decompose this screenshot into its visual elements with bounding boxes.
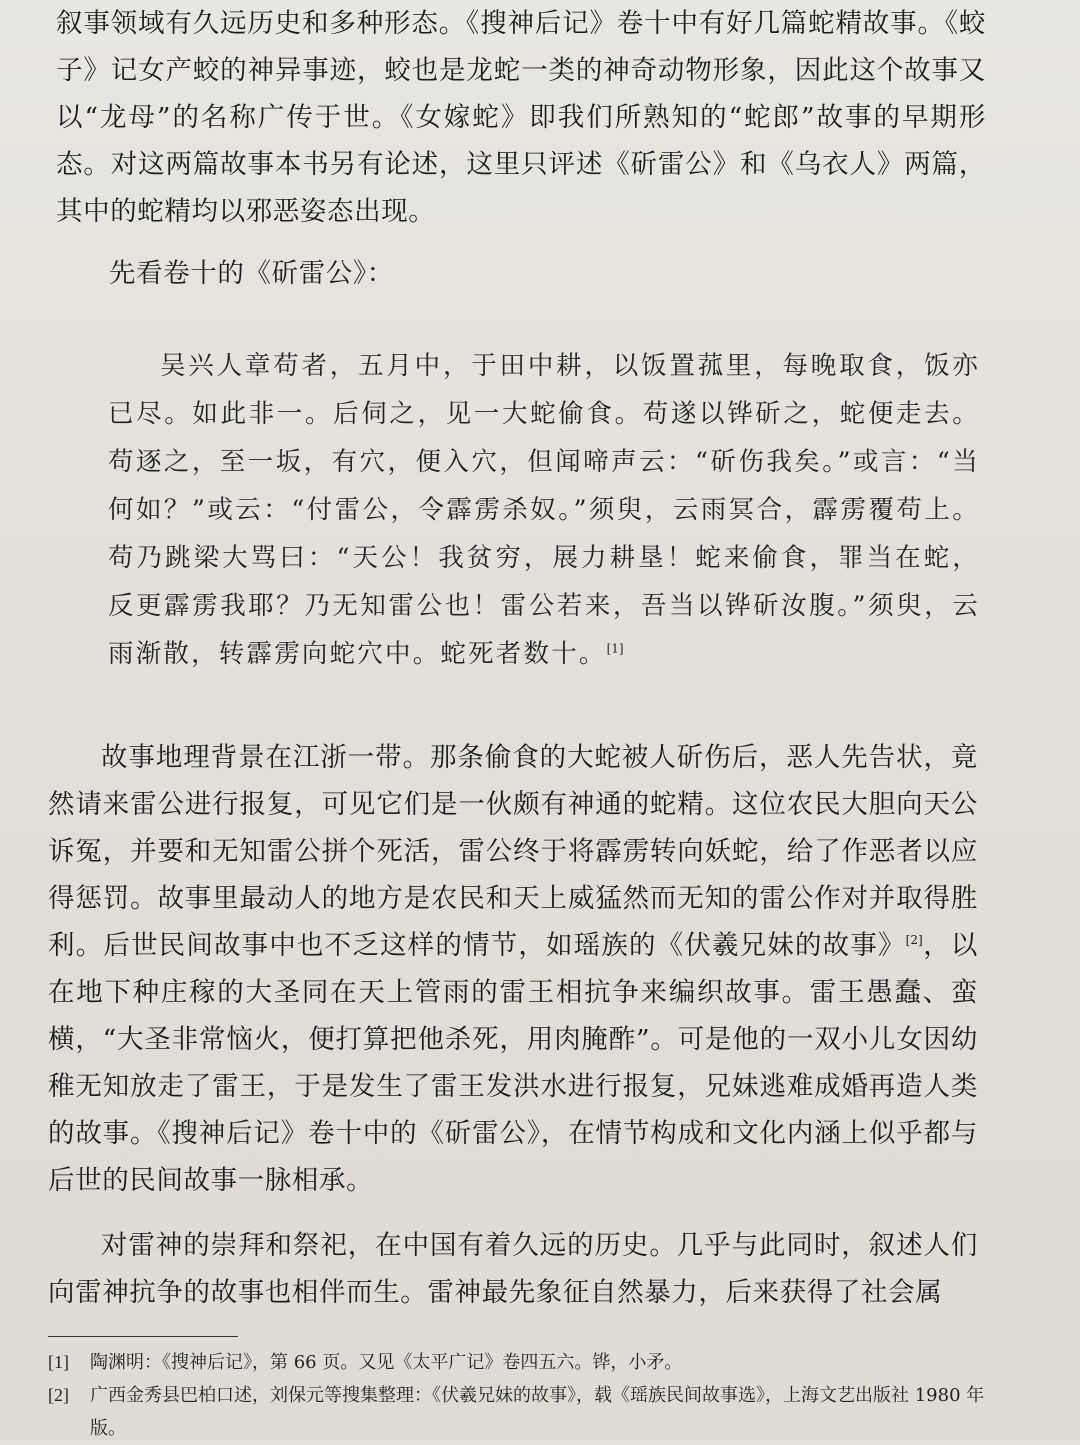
- footnote-ref-1: [1]: [606, 641, 624, 656]
- quoted-story-zhuo-leigong: [108, 342, 980, 678]
- footnote-number: [1]: [48, 1352, 69, 1372]
- paragraph-story-analysis: [48, 734, 978, 1204]
- footnote-item: [48, 1379, 988, 1445]
- paragraph-thunder-god-worship: 对雷神的崇拜和祭祀，在中国有着久远的历史。几乎与此同时，叙述人们向雷神抗争的故事也相伴而生。雷神最先象征自然暴力，后来获得了社会属: [48, 1230, 978, 1308]
- paragraph-story-analysis-part-b: ，以在地下种庄稼的大圣同在天上管雨的雷王相抗争来编织故事。雷王愚蠢、蛮横，“大圣非常恼火，便打算把他杀死，用肉腌酢”。可是他的一双小儿女因幼稚无知放走了雷王，于是发生了雷王发洪水进行报复，兄妹逃难成婚再造人类的故事。《搜神后记》卷十中的《斫雷公》，在情节构成和文化内涵上似乎都与后世的民间故事一脉相承。: [48, 930, 978, 1196]
- footnote-item: [48, 1346, 988, 1379]
- quoted-story-text: 吴兴人章苟者，五月中，于田中耕，以饭置菰里，每晚取食，饭亦已尽。如此非一。后伺之，见一大蛇偷食。苟遂以铧斫之，蛇便走去。苟逐之，至一坂，有穴，便入穴，但闻啼声云：“斫伤我矣。”或言：“当何如？”或云：“付雷公，令霹雳杀奴。”须臾，云雨冥合，霹雳覆苟上。苟乃跳梁大骂曰：“天公！我贫穷，展力耕垦！蛇来偷食，罪当在蛇，反更霹雳我耶？乃无知雷公也！雷公若来，吾当以铧斫汝腹。”须臾，云雨渐散，转霹雳向蛇穴中。蛇死者数十。: [108, 351, 980, 669]
- footnote-ref-2: [2]: [905, 933, 923, 948]
- paragraph-story-analysis-part-a: 故事地理背景在江浙一带。那条偷食的大蛇被人斫伤后，恶人先告状，竟然请来雷公进行报复，可见它们是一伙颇有神通的蛇精。这位农民大胆向天公诉冤，并要和无知雷公拼个死活，雷公终于将霹雳转向妖蛇，给了作恶者以应得惩罚。故事里最动人的地方是农民和天上威猛然而无知的雷公作对并取得胜利。后世民间故事中也不乏这样的情节，如瑶族的《伏羲兄妹的故事》: [48, 742, 978, 961]
- paragraph-zhuo-leigong-lead: 先看卷十的《斫雷公》：: [109, 258, 394, 289]
- footnote-number: [2]: [48, 1385, 69, 1405]
- footnote-divider: [48, 1336, 238, 1337]
- footnote-text: 广西金秀县巴柏口述，刘保元等搜集整理：《伏羲兄妹的故事》，载《瑶族民间故事选》，上海文艺出版社 1980 年版。: [90, 1385, 985, 1439]
- footnote-text: 陶渊明：《搜神后记》，第 66 页。又见《太平广记》卷四五六。铧，小矛。: [90, 1352, 683, 1373]
- footnotes: [48, 1346, 988, 1445]
- paragraph-snake-stories-intro: 叙事领域有久远历史和多种形态。《搜神后记》卷十中有好几篇蛇精故事。《蛟子》记女产蛟的神异事迹，蛟也是龙蛇一类的神奇动物形象，因此这个故事又以“龙母”的名称广传于世。《女嫁蛇》即我们所熟知的“蛇郎”故事的早期形态。对这两篇故事本书另有论述，这里只评述《斫雷公》和《乌衣人》两篇，其中的蛇精均以邪恶姿态出现。: [56, 8, 986, 227]
